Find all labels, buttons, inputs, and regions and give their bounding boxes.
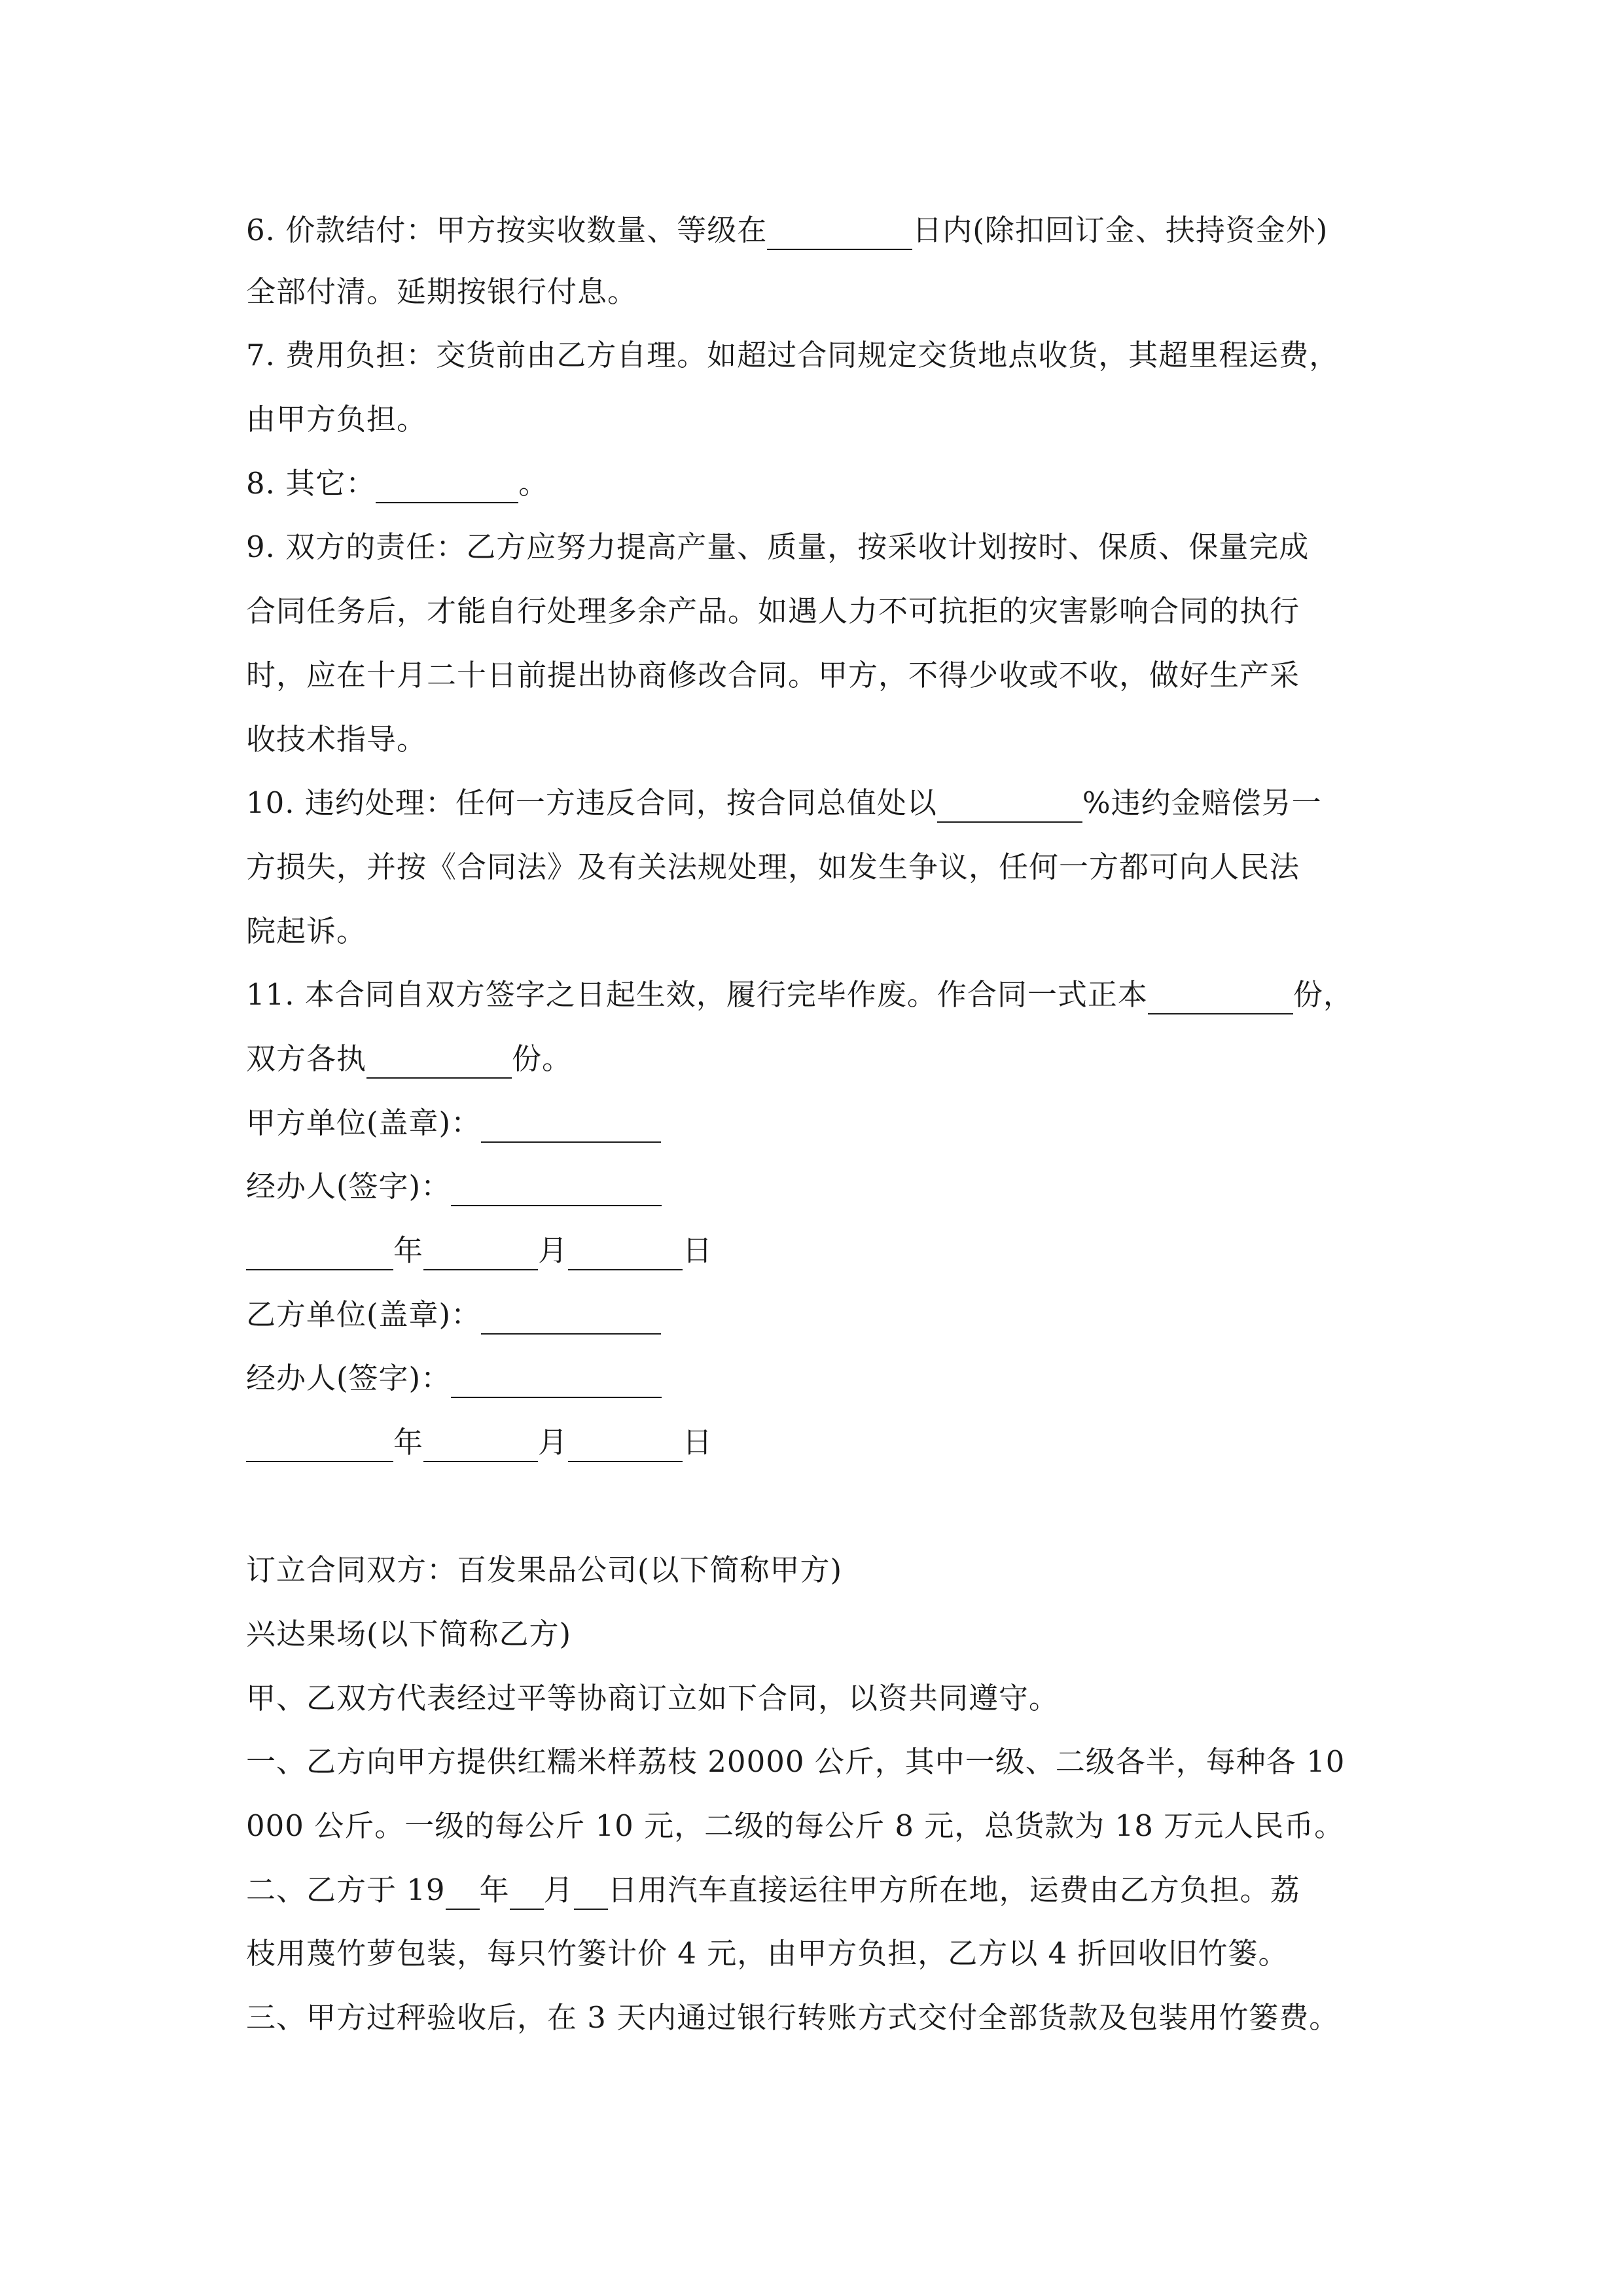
- item6-line2: 全部付清。延期按银行付息。: [246, 274, 638, 309]
- party-a-date-line: 年 月 日: [246, 1231, 1391, 1270]
- blank-day: [574, 1878, 608, 1910]
- item11-line2: 双方各执 份。: [246, 1039, 1391, 1079]
- item9-line1: 9. 双方的责任：乙方应努力提高产量、质量，按采收计划按时、保质、保量完成: [246, 529, 1310, 564]
- blank-year: [246, 1239, 393, 1270]
- blank-penalty-percent: [937, 791, 1082, 823]
- blank-party-a-agent: [451, 1175, 662, 1206]
- item7-line2: 由甲方负担。: [246, 402, 427, 437]
- blank-month: [423, 1239, 538, 1270]
- party-a-agent-line: 经办人(签字)：: [246, 1167, 1391, 1206]
- party-b-date-line: 年 月 日: [246, 1423, 1391, 1462]
- blank-year: [246, 1431, 393, 1462]
- blank-each-copies: [366, 1047, 512, 1079]
- party-b-name: 兴达果场(以下简称乙方): [246, 1617, 572, 1651]
- clause1-line1: 一、乙方向甲方提供红糯米样荔枝 20000 公斤，其中一级、二级各半，每种各 10: [246, 1744, 1346, 1779]
- party-b-agent-line: 经办人(签字)：: [246, 1359, 1391, 1398]
- blank-days: [767, 219, 912, 250]
- blank-party-a-unit: [481, 1111, 661, 1143]
- item8-line: 8. 其它： 。: [246, 464, 1391, 503]
- contract-intro: 甲、乙双方代表经过平等协商订立如下合同，以资共同遵守。: [246, 1681, 1060, 1715]
- clause2-line2: 枝用蔑竹萝包装，每只竹篓计价 4 元，由甲方负担，乙方以 4 折回收旧竹篓。: [246, 1936, 1289, 1971]
- blank-day: [568, 1431, 683, 1462]
- item10-line3: 院起诉。: [246, 914, 367, 948]
- party-b-unit-line: 乙方单位(盖章)：: [246, 1295, 1391, 1335]
- item9-line2: 合同任务后，才能自行处理多余产品。如遇人力不可抗拒的灾害影响合同的执行: [246, 594, 1300, 628]
- party-a-unit-line: 甲方单位(盖章)：: [246, 1103, 1391, 1143]
- item11-line1: 11. 本合同自双方签字之日起生效，履行完毕作废。作合同一式正本 份，: [246, 975, 1391, 1014]
- blank-party-b-unit: [481, 1303, 661, 1335]
- item9-line3: 时，应在十月二十日前提出协商修改合同。甲方，不得少收或不收，做好生产采: [246, 658, 1300, 692]
- blank-month: [510, 1878, 544, 1910]
- clause3-line: 三、甲方过秤验收后，在 3 天内通过银行转账方式交付全部货款及包装用竹篓费。: [246, 2000, 1340, 2035]
- clause2-line1: 二、乙方于 19 年 月 日用汽车直接运往甲方所在地，运费由乙方负担。荔: [246, 1871, 1391, 1910]
- blank-copies: [1148, 983, 1293, 1014]
- item10-line2: 方损失，并按《合同法》及有关法规处理，如发生争议，任何一方都可向人民法: [246, 850, 1300, 884]
- item10-line1: 10. 违约处理：任何一方违反合同，按合同总值处以 %违约金赔偿另一: [246, 783, 1391, 823]
- clause1-line2: 000 公斤。一级的每公斤 10 元，二级的每公斤 8 元，总货款为 18 万元人民币。: [246, 1808, 1345, 1843]
- blank-party-b-agent: [451, 1367, 662, 1398]
- blank-day: [568, 1239, 683, 1270]
- item9-line4: 收技术指导。: [246, 722, 427, 757]
- blank-month: [423, 1431, 538, 1462]
- blank-other: [376, 472, 518, 503]
- contract-parties: 订立合同双方：百发果品公司(以下简称甲方): [246, 1552, 843, 1587]
- blank-year-suffix: [446, 1878, 480, 1910]
- item7-line1: 7. 费用负担：交货前由乙方自理。如超过合同规定交货地点收货，其超里程运费，: [246, 338, 1340, 372]
- item6-line1: 6. 价款结付：甲方按实收数量、等级在 日内(除扣回订金、扶持资金外): [246, 211, 1391, 250]
